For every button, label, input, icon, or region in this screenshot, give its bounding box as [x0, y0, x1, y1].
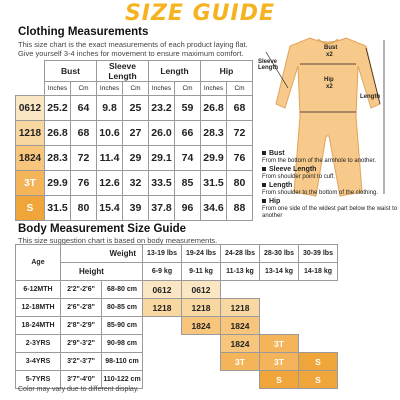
- size-cell: 0612: [143, 281, 182, 299]
- table-row: [16, 196, 253, 221]
- weight-lbs-header: 19-24 lbs: [182, 245, 221, 263]
- empty-cell: [260, 299, 299, 317]
- table-row: [16, 281, 338, 299]
- legend-title: Bust: [269, 150, 285, 157]
- unit-inches: Inches: [149, 82, 175, 96]
- height-inches-cell: 2'8"-2'9": [61, 317, 102, 335]
- size-cell: S: [299, 353, 338, 371]
- measurement-cell: 68: [227, 96, 253, 121]
- measurement-cell: 68: [71, 121, 97, 146]
- measurement-cell: 31.5: [201, 171, 227, 196]
- weight-kg-header: 9-11 kg: [182, 263, 221, 281]
- measurement-cell: 27: [123, 121, 149, 146]
- measurement-cell: 26.0: [149, 121, 175, 146]
- height-cm-cell: 68-80 cm: [102, 281, 143, 299]
- table-row: [16, 96, 253, 121]
- empty-cell: [299, 299, 338, 317]
- height-cm-cell: 80-85 cm: [102, 299, 143, 317]
- empty-cell: [299, 335, 338, 353]
- measurement-cell: 64: [71, 96, 97, 121]
- height-cm-cell: 98-110 cm: [102, 353, 143, 371]
- height-cm-cell: 90-98 cm: [102, 335, 143, 353]
- measurement-cell: 15.4: [97, 196, 123, 221]
- empty-cell: [260, 317, 299, 335]
- size-cell: 1824: [182, 317, 221, 335]
- measurement-cell: 72: [71, 146, 97, 171]
- measurement-cell: 80: [71, 196, 97, 221]
- body-section-title: Body Measurement Size Guide: [18, 223, 187, 235]
- unit-inches: Inches: [201, 82, 227, 96]
- weight-kg-header: 11-13 kg: [221, 263, 260, 281]
- measurement-cell: 76: [227, 146, 253, 171]
- legend-desc: From shoulder to the bottom of the clothing.: [262, 190, 379, 196]
- size-cell: 1218: [182, 299, 221, 317]
- weight-kg-header: 13-14 kg: [260, 263, 299, 281]
- table-row: [16, 146, 253, 171]
- height-inches-cell: 2'9"-3'2": [61, 335, 102, 353]
- size-cell: 0612: [182, 281, 221, 299]
- bullet-icon: [262, 183, 266, 187]
- measurement-cell: 28.3: [45, 146, 71, 171]
- table-row: [16, 171, 253, 196]
- measurement-cell: 37.8: [149, 196, 175, 221]
- unit-cm: Cm: [71, 82, 97, 96]
- hip-x2-label: x2: [326, 84, 333, 90]
- empty-cell: [143, 371, 182, 389]
- bust-label: Bust: [324, 45, 338, 51]
- size-cell: 1218: [221, 299, 260, 317]
- legend-desc: From one side of the widest part below the waist to another: [262, 206, 398, 219]
- measurement-cell: 9.8: [97, 96, 123, 121]
- size-label: S: [16, 196, 45, 221]
- legend-title: Sleeve Length: [269, 166, 317, 173]
- measurement-cell: 76: [71, 171, 97, 196]
- age-cell: 6-12MTH: [16, 281, 61, 299]
- size-cell: 3T: [260, 335, 299, 353]
- size-label: 3T: [16, 171, 45, 196]
- size-label: 1824: [16, 146, 45, 171]
- legend-item: [262, 166, 335, 181]
- empty-cell: [221, 281, 260, 299]
- size-label: 0612: [16, 96, 45, 121]
- empty-cell: [143, 317, 182, 335]
- color-note: Color may vary due to different display.: [18, 386, 139, 393]
- measurement-cell: 31.5: [45, 196, 71, 221]
- measurement-cell: 29: [123, 146, 149, 171]
- legend-desc: From shoulder point to cuff.: [262, 174, 335, 180]
- legend-desc: From the bottom of the armhole to another.: [262, 158, 377, 164]
- age-header: Age: [16, 245, 61, 281]
- table-row: [16, 299, 338, 317]
- measurement-cell: 32: [123, 171, 149, 196]
- age-cell: 5-7YRS: [16, 371, 61, 389]
- table-row: [16, 121, 253, 146]
- clothing-subtitle-2: Give yourself 3-4 inches for movement to ensure maximum comfort.: [18, 49, 244, 58]
- size-cell: 1824: [221, 335, 260, 353]
- bullet-icon: [262, 167, 266, 171]
- size-cell: S: [260, 371, 299, 389]
- bullet-icon: [262, 199, 266, 203]
- measurement-cell: 29.1: [149, 146, 175, 171]
- empty-cell: [182, 353, 221, 371]
- age-cell: 2-3YRS: [16, 335, 61, 353]
- measurement-cell: 26.8: [201, 96, 227, 121]
- measurement-cell: 66: [175, 121, 201, 146]
- empty-cell: [143, 353, 182, 371]
- height-cm-cell: 85-90 cm: [102, 317, 143, 335]
- height-header: Height: [61, 263, 143, 281]
- legend-item: [262, 198, 400, 220]
- weight-lbs-header: 28-30 lbs: [260, 245, 299, 263]
- measurement-cell: 74: [175, 146, 201, 171]
- measurement-cell: 88: [227, 196, 253, 221]
- size-cell: 3T: [260, 353, 299, 371]
- measurement-cell: 80: [227, 171, 253, 196]
- measurement-cell: 23.2: [149, 96, 175, 121]
- empty-cell: [182, 371, 221, 389]
- clothing-subtitle-1: This size chart is the exact measurements of each product laying flat.: [18, 40, 248, 49]
- empty-cell: [182, 335, 221, 353]
- measurement-cell: 72: [227, 121, 253, 146]
- empty-cell: [260, 281, 299, 299]
- header-bust: Bust: [45, 61, 97, 82]
- header-hip: Hip: [201, 61, 253, 82]
- size-cell: S: [299, 371, 338, 389]
- unit-cm: Cm: [123, 82, 149, 96]
- table-row: [16, 353, 338, 371]
- bullet-icon: [262, 151, 266, 155]
- unit-cm: Cm: [175, 82, 201, 96]
- measurement-cell: 29.9: [201, 146, 227, 171]
- measurement-cell: 25: [123, 96, 149, 121]
- measurement-cell: 34.6: [201, 196, 227, 221]
- bust-x2-label: x2: [326, 52, 333, 58]
- unit-inches: Inches: [45, 82, 71, 96]
- header-sleeve-length: Sleeve Length: [97, 61, 149, 82]
- measurement-cell: 10.6: [97, 121, 123, 146]
- unit-cm: Cm: [227, 82, 253, 96]
- measurement-cell: 25.2: [45, 96, 71, 121]
- sleeve-length-label: Sleeve Length: [258, 59, 278, 71]
- legend-item: [262, 150, 376, 165]
- weight-lbs-header: 13-19 lbs: [143, 245, 182, 263]
- body-measurement-table: [15, 244, 338, 389]
- size-cell: 3T: [221, 353, 260, 371]
- clothing-section-title: Clothing Measurements: [18, 26, 149, 38]
- legend-title: Length: [269, 182, 293, 189]
- length-label: Length: [360, 94, 380, 100]
- corner-cell: [16, 61, 45, 96]
- measurement-cell: 29.9: [45, 171, 71, 196]
- measurement-cell: 96: [175, 196, 201, 221]
- header-length: Length: [149, 61, 201, 82]
- hip-label: Hip: [324, 77, 334, 83]
- weight-lbs-header: 30-39 lbs: [299, 245, 338, 263]
- weight-kg-header: 6-9 kg: [143, 263, 182, 281]
- height-cm-cell: 110-122 cm: [102, 371, 143, 389]
- size-cell: 1824: [221, 317, 260, 335]
- legend-title: Hip: [269, 198, 281, 205]
- empty-cell: [143, 335, 182, 353]
- age-cell: 3-4YRS: [16, 353, 61, 371]
- measurement-cell: 39: [123, 196, 149, 221]
- clothing-measurements-table: [15, 60, 253, 221]
- table-row: [16, 317, 338, 335]
- table-row: [16, 335, 338, 353]
- measurement-cell: 33.5: [149, 171, 175, 196]
- body-subtitle: This size suggestion chart is based on body measurements.: [18, 236, 218, 245]
- empty-cell: [299, 281, 338, 299]
- height-inches-cell: 3'2"-3'7": [61, 353, 102, 371]
- weight-kg-header: 14-18 kg: [299, 263, 338, 281]
- legend-item: [262, 182, 378, 197]
- measurement-cell: 26.8: [45, 121, 71, 146]
- height-inches-cell: 3'7"-4'0": [61, 371, 102, 389]
- height-inches-cell: 2'2"-2'6": [61, 281, 102, 299]
- measurement-cell: 12.6: [97, 171, 123, 196]
- empty-cell: [299, 317, 338, 335]
- weight-lbs-header: 24-28 lbs: [221, 245, 260, 263]
- measurement-cell: 85: [175, 171, 201, 196]
- measurement-cell: 11.4: [97, 146, 123, 171]
- unit-inches: Inches: [97, 82, 123, 96]
- measurement-cell: 28.3: [201, 121, 227, 146]
- size-label: 1218: [16, 121, 45, 146]
- page-title: SIZE GUIDE: [124, 1, 276, 26]
- size-cell: 1218: [143, 299, 182, 317]
- age-cell: 12-18MTH: [16, 299, 61, 317]
- measurement-cell: 59: [175, 96, 201, 121]
- height-inches-cell: 2'6"-2'8": [61, 299, 102, 317]
- empty-cell: [221, 371, 260, 389]
- age-cell: 18-24MTH: [16, 317, 61, 335]
- weight-header: Weight: [61, 245, 143, 263]
